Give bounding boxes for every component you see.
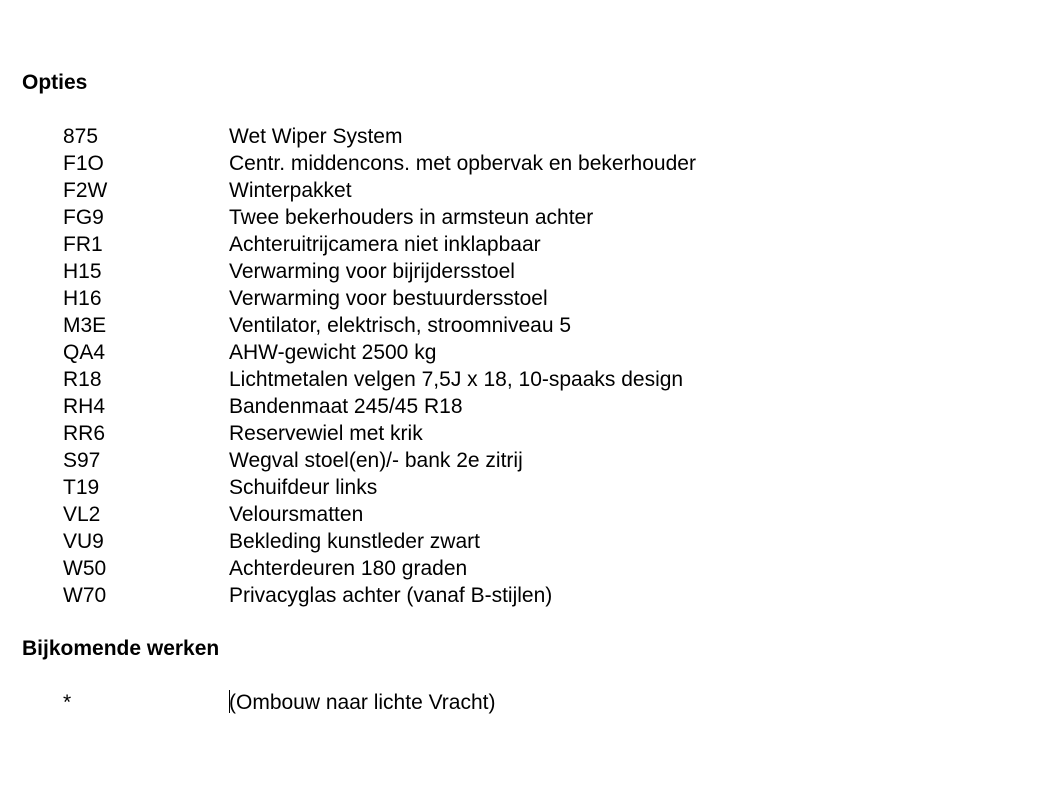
option-row [63, 312, 696, 339]
option-description: Privacyglas achter (vanaf B-stijlen) [229, 584, 553, 607]
options-heading: Opties [22, 71, 88, 94]
extra-work-code: * [63, 691, 72, 714]
option-description: Bekleding kunstleder zwart [229, 530, 480, 553]
option-description: Lichtmetalen velgen 7,5J x 18, 10-spaaks design [229, 368, 684, 391]
option-description: Winterpakket [229, 179, 352, 202]
option-description: Ventilator, elektrisch, stroomniveau 5 [229, 314, 572, 337]
option-code: RH4 [63, 395, 106, 418]
option-description: Verwarming voor bijrijdersstoel [229, 260, 515, 283]
extra-works-list [63, 689, 496, 716]
option-code: S97 [63, 449, 101, 472]
option-row [63, 177, 696, 204]
option-code: T19 [63, 476, 100, 499]
option-code: 875 [63, 125, 99, 148]
option-code: H16 [63, 287, 102, 310]
option-description: Bandenmaat 245/45 R18 [229, 395, 463, 418]
option-code: F1O [63, 152, 104, 175]
option-row [63, 501, 696, 528]
option-description: Centr. middencons. met opbervak en bekerhouder [229, 152, 696, 175]
option-code: R18 [63, 368, 102, 391]
option-row [63, 474, 696, 501]
option-code: RR6 [63, 422, 106, 445]
extra-work-description: (Ombouw naar lichte Vracht) [229, 691, 496, 714]
option-description: Wegval stoel(en)/- bank 2e zitrij [229, 449, 523, 472]
option-row [63, 393, 696, 420]
option-code: M3E [63, 314, 107, 337]
option-row [63, 285, 696, 312]
option-row [63, 339, 696, 366]
option-row [63, 555, 696, 582]
option-description: Veloursmatten [229, 503, 364, 526]
option-code: QA4 [63, 341, 106, 364]
extra-work-description-field[interactable] [229, 689, 496, 716]
option-row [63, 528, 696, 555]
option-description: Achteruitrijcamera niet inklapbaar [229, 233, 541, 256]
option-description: Reservewiel met krik [229, 422, 423, 445]
extra-work-row [63, 689, 496, 716]
option-code: VL2 [63, 503, 101, 526]
option-code: FG9 [63, 206, 104, 229]
option-row [63, 420, 696, 447]
option-code: FR1 [63, 233, 103, 256]
option-description: AHW-gewicht 2500 kg [229, 341, 437, 364]
option-row [63, 123, 696, 150]
options-list [63, 123, 696, 609]
option-row [63, 366, 696, 393]
extra-works-heading: Bijkomende werken [22, 637, 220, 660]
option-description: Wet Wiper System [229, 125, 403, 148]
option-row [63, 231, 696, 258]
option-description: Verwarming voor bestuurdersstoel [229, 287, 548, 310]
option-row [63, 204, 696, 231]
option-code: F2W [63, 179, 108, 202]
option-code: H15 [63, 260, 102, 283]
option-row [63, 582, 696, 609]
option-row [63, 258, 696, 285]
option-description: Twee bekerhouders in armsteun achter [229, 206, 594, 229]
option-code: W70 [63, 584, 107, 607]
option-description: Schuifdeur links [229, 476, 378, 499]
option-code: W50 [63, 557, 107, 580]
option-code: VU9 [63, 530, 104, 553]
option-row [63, 150, 696, 177]
option-description: Achterdeuren 180 graden [229, 557, 468, 580]
option-row [63, 447, 696, 474]
